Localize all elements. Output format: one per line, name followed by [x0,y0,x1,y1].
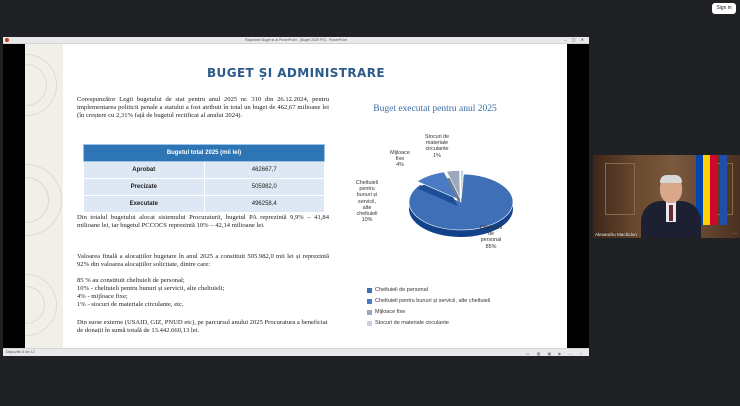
table-row: Aprobat 462667,7 [84,162,325,179]
legend-item: Mijloace fixe [367,307,490,318]
powerpoint-title-bar [3,37,589,44]
budget-table-header: Bugetul total 2025 (mii lei) [84,145,325,162]
more-options-icon[interactable]: ⋯ [733,231,737,236]
view-buttons-icon[interactable]: ▭ ▦ ▣ ▶ — + [525,351,585,356]
chart-title: Buget executat pentru anul 2025 [373,104,497,114]
powerpoint-window [3,37,589,355]
legend-item: Stocuri de materiale circulante [367,318,490,329]
legend-item: Cheltuieli pentru bunuri și servicii, alte cheltuieli [367,296,490,307]
powerpoint-status-bar [3,348,589,356]
data-label-personnel: Cheltuieli de personal 85% [479,225,503,250]
bullet-stocks: 1% - stocuri de materiale circulante, etc. [77,301,184,308]
sign-in-button[interactable]: Sign in [712,3,736,14]
data-label-services: Cheltuieli pentru bunuri și servicii, alte cheltuieli 10% [355,180,379,224]
bullet-personnel: 85 % au constituit cheltuieli de personal; [77,277,185,284]
paragraph-allocation: Din totalul bugetului alocat sistemului Procuraturii, bugetul PA reprezintă 9,9% – 41,84 milioane lei, iar bugetul PCCOCS reprezintă 10% – 42,14 milioane lei. [77,214,329,229]
window-controls-icon[interactable]: – ▢ ✕ [564,37,586,42]
data-label-stocks: Stocuri de materiale circulante 1% [424,134,450,159]
paragraph-budget: Corespunzător Legii bugetului de stat pentru anul 2025 nr. 310 din 26.12.2024, pentru implementarea politicii penale a statului a fost atribuit în total un buget de 462,67 milioane lei (în creștere cu 2,31% față de bugetul rectificat al anului 2024). [77,96,329,119]
chart-legend [367,285,490,329]
bullet-fixed-assets: 4% - mijloace fixe; [77,293,128,300]
bullet-services: 10% - cheltuieli pentru bunuri și servicii, alte cheltuieli; [77,285,225,292]
powerpoint-icon [5,38,9,42]
paragraph-donations: Din surse externe (USAID, GIZ, PNUD etc), pe parcursul anului 2025 Procuratura a beneficiat de donații în sumă totală de 13.442.660,13 lei. [77,319,328,334]
data-label-fixed-assets: Mijloace fixe 4% [390,150,410,169]
paragraph-final-value: Valoarea finală a alocațiilor bugetare în anul 2025 a constituit 505.982,0 mii lei și reprezintă 92% din valoarea alocațiilor solicitate, dintre care: [77,253,329,268]
slide-title: BUGET ȘI ADMINISTRARE [207,66,385,80]
participant-avatar [641,175,701,238]
legend-item: Cheltuieli de personal [367,285,490,296]
slide-area [3,44,589,348]
participant-video [593,155,740,238]
window-title: Raportare Buget si al PowerPoint - (Buget 2025 PS) - PowerPoint [245,38,347,42]
table-row: Executate 496258,4 [84,196,325,213]
table-row: Precizate 505982,0 [84,179,325,196]
slide [25,44,567,348]
participant-name: Alexandru Machidon [595,232,637,237]
slide-counter: Diapozitiv 5 din 12 [6,350,35,354]
